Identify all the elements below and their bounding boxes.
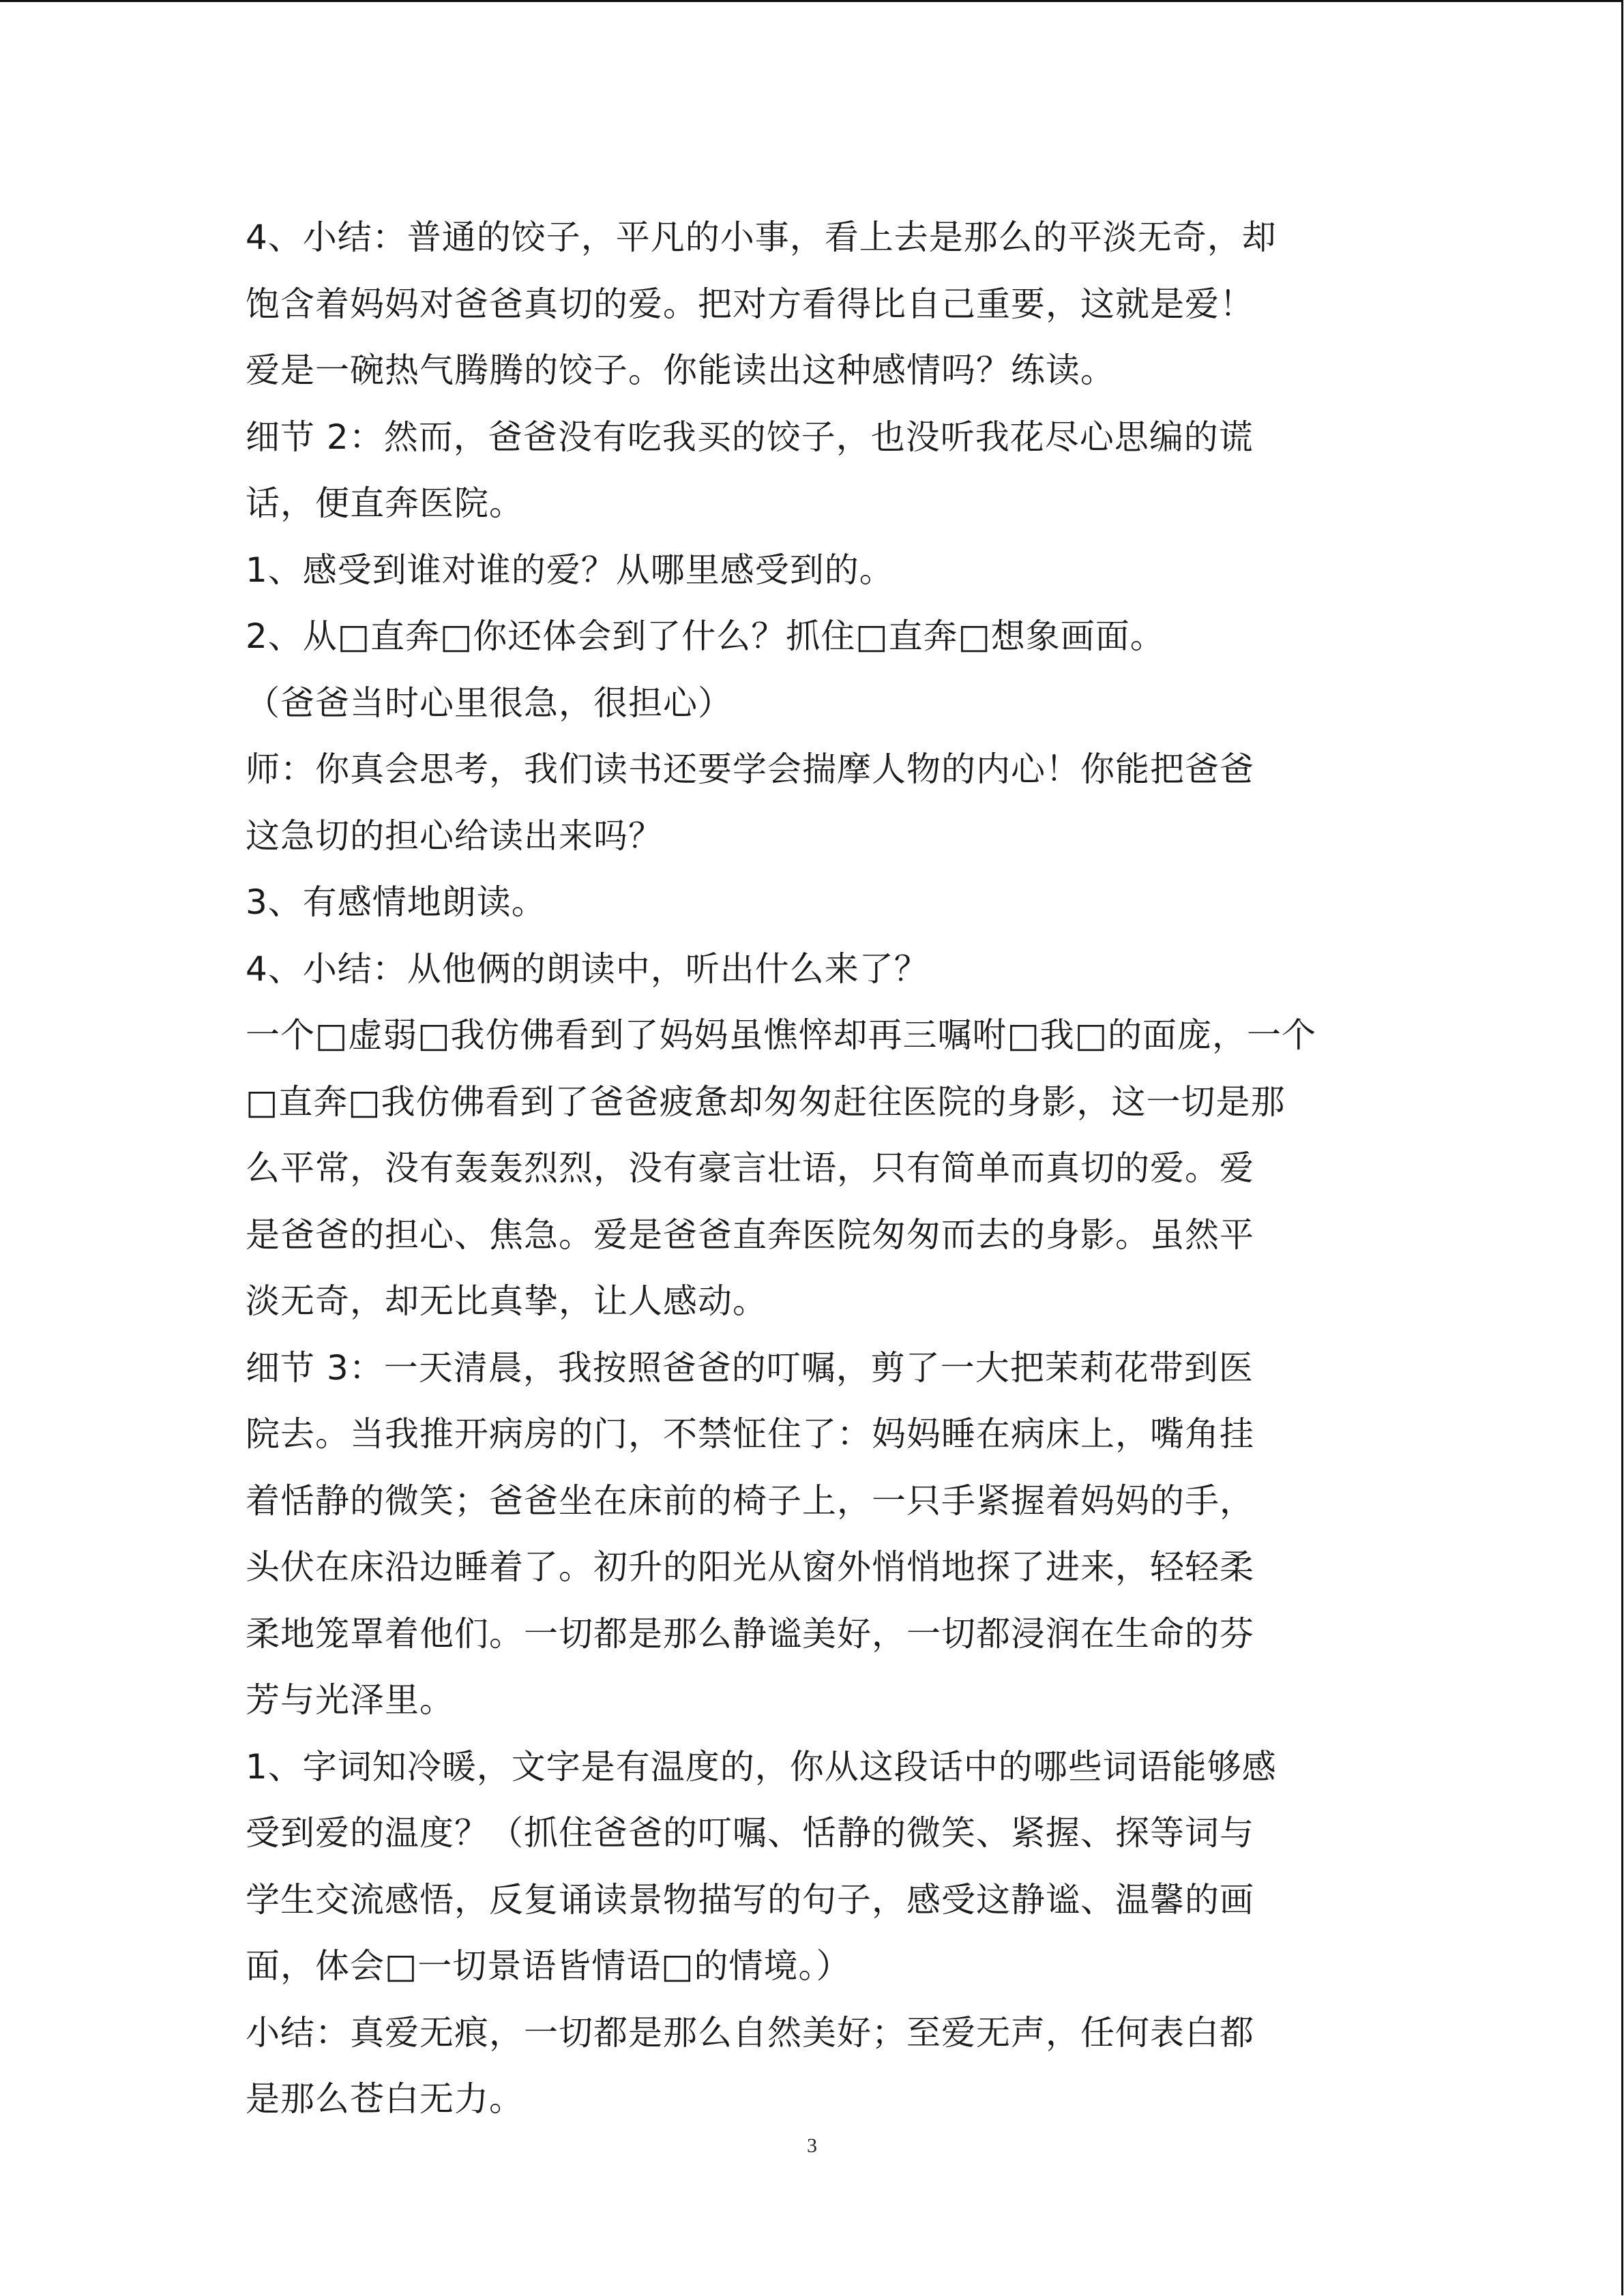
text-line: 细节 3：一天清晨，我按照爸爸的叮嘱，剪了一大把茉莉花带到医 xyxy=(246,1347,1254,1388)
page-number: 3 xyxy=(807,2134,817,2157)
text-line: 院去。当我推开病房的门，不禁怔住了：妈妈睡在病床上，嘴角挂 xyxy=(246,1414,1254,1454)
text-line: 4、小结：普通的饺子，平凡的小事，看上去是那么的平淡无奇，却 xyxy=(246,218,1277,257)
text-line: 淡无奇，却无比真挚，让人感动。 xyxy=(246,1281,767,1321)
text-line: 柔地笼罩着他们。一切都是那么静谧美好，一切都浸润在生命的芬 xyxy=(246,1613,1254,1654)
text-line: 是爸爸的担心、焦急。爱是爸爸直奔医院匆匆而去的身影。虽然平 xyxy=(246,1214,1254,1255)
text-line: 一个□虚弱□我仿佛看到了妈妈虽憔悴却再三嘱咐□我□的面庞，一个 xyxy=(246,1015,1316,1055)
text-line: □直奔□我仿佛看到了爸爸疲惫却匆匆赶往医院的身影，这一切是那 xyxy=(246,1082,1286,1122)
text-line: 么平常，没有轰轰烈烈，没有豪言壮语，只有简单而真切的爱。爱 xyxy=(246,1148,1254,1188)
text-line: （爸爸当时心里很急，很担心） xyxy=(246,683,733,723)
text-line: 细节 2：然而，爸爸没有吃我买的饺子，也没听我花尽心思编的谎 xyxy=(246,417,1254,457)
text-line: 爱是一碗热气腾腾的饺子。你能读出这种感情吗？练读。 xyxy=(246,351,1115,390)
text-line: 芳与光泽里。 xyxy=(246,1680,454,1720)
document-body xyxy=(246,205,1378,2133)
text-line: 面，体会□一切景语皆情语□的情境。） xyxy=(246,1946,851,1986)
text-line: 饱含着妈妈对爸爸真切的爱。把对方看得比自己重要，这就是爱！ xyxy=(246,284,1254,324)
text-line: 话，便直奔医院。 xyxy=(246,483,524,523)
text-line: 小结：真爱无痕，一切都是那么自然美好；至爱无声，任何表白都 xyxy=(246,2012,1254,2053)
text-line: 学生交流感悟，反复诵读景物描写的句子，感受这静谧、温馨的画 xyxy=(246,1879,1254,1920)
text-line: 师：你真会思考，我们读书还要学会揣摩人物的内心！你能把爸爸 xyxy=(246,749,1254,789)
text-line: 受到爱的温度？（抓住爸爸的叮嘱、恬静的微笑、紧握、探等词与 xyxy=(246,1813,1254,1853)
text-line: 1、感受到谁对谁的爱？从哪里感受到的。 xyxy=(246,550,894,590)
text-line: 1、字词知冷暖，文字是有温度的，你从这段话中的哪些词语能够感 xyxy=(246,1746,1277,1787)
text-line: 这急切的担心给读出来吗？ xyxy=(246,816,663,856)
text-line: 着恬静的微笑；爸爸坐在床前的椅子上，一只手紧握着妈妈的手， xyxy=(246,1480,1254,1521)
text-line: 2、从□直奔□你还体会到了什么？抓住□直奔□想象画面。 xyxy=(246,616,1165,656)
text-line: 是那么苍白无力。 xyxy=(246,2079,524,2119)
text-line: 4、小结：从他俩的朗读中，听出什么来了？ xyxy=(246,949,929,989)
text-line: 头伏在床沿边睡着了。初升的阳光从窗外悄悄地探了进来，轻轻柔 xyxy=(246,1547,1254,1587)
text-line: 3、有感情地朗读。 xyxy=(246,882,546,922)
